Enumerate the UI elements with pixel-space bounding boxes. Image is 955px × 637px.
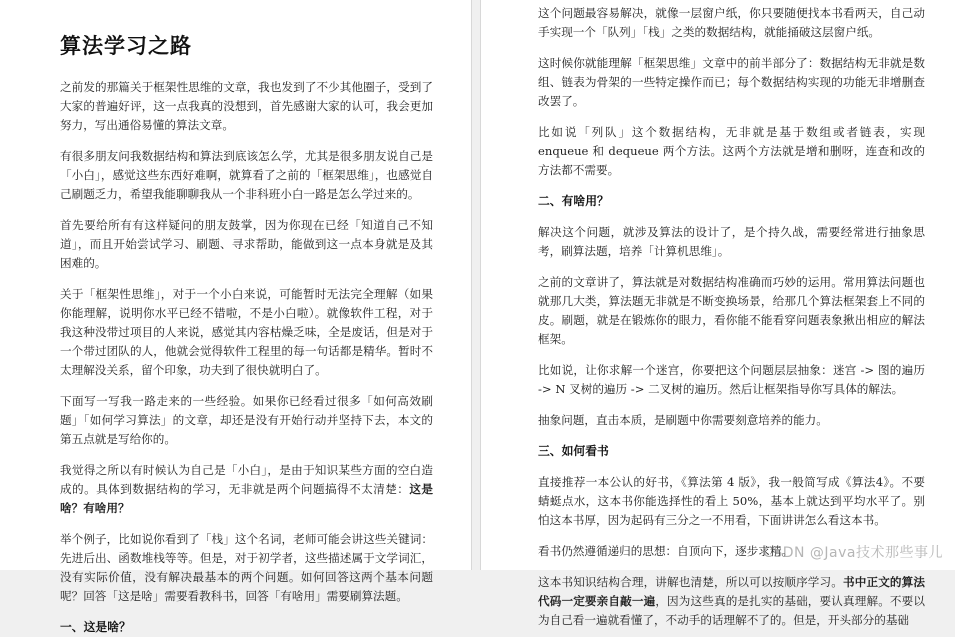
paragraph-3: 首先要给所有有这样疑问的朋友鼓掌，因为你现在已经「知道自己不知道」，而且开始尝试学习、刷题、寻求帮助，能做到这一点本身就是及其困难的。 — [60, 218, 433, 270]
page-title: 算法学习之路 — [60, 33, 192, 58]
paragraph-r3: 比如说「列队」这个数据结构，无非就是基于数组或者链表，实现 enqueue 和 dequeue 两个方法。这两个方法就是增和删呀，连查和改的方法都不需要。 — [538, 125, 925, 177]
paragraph-r9: 看书仍然遵循递归的思想：自顶向下，逐步求精。 — [538, 544, 794, 558]
paragraph-6-bold: 这是啥？有啥用？ — [60, 482, 433, 515]
paragraph-r5: 之前的文章讲了，算法就是对数据结构准确而巧妙的运用。常用算法问题也就那几大类，算法题无非就是不断变换场景，给那几个算法框架套上不同的皮。刷题，就是在锻炼你的眼力，看你能不能看穿问题表象揪出相应的解法框架。 — [538, 275, 925, 346]
paragraph-r10 — [538, 573, 925, 630]
paragraph-6-text: 我觉得之所以有时候认为自己是「小白」，是由于知识某些方面的空白造成的。具体到数据结构的学习，无非就是两个问题搞得不太清楚： — [60, 463, 433, 496]
paragraph-r7: 抽象问题，直击本质，是刷题中你需要刻意培养的能力。 — [538, 413, 828, 427]
paragraph-r10-tail: ，因为这些真的是扎实的基础，要认真理解。不要以为自己看一遍就看懂了，不动手的话理解不了的。但是，开头部分的基础 — [538, 594, 925, 627]
paragraph-r1: 这个问题最容易解决，就像一层窗户纸，你只要随便找本书看两天，自己动手实现一个「队列」「栈」之类的数据结构，就能捅破这层窗户纸。 — [538, 6, 925, 39]
paragraph-r4: 解决这个问题，就涉及算法的设计了，是个持久战，需要经常进行抽象思考，刷算法题，培养「计算机思维」。 — [538, 225, 925, 258]
paragraph-6 — [60, 461, 433, 518]
right-page — [480, 0, 955, 627]
csdn-watermark: CSDN @Java技术那些事儿 — [763, 545, 943, 561]
paragraph-4: 关于「框架性思维」，对于一个小白来说，可能暂时无法完全理解（如果你能理解，说明你水平已经不错啦，不是小白啦）。就像软件工程，对于我这种没带过项目的人来说，感觉其内容枯燥乏味，全是废话，但是对于一个带过团队的人，他就会觉得软件工程里的每一句话都是精华。暂时不太理解没关系，留个印象，功夫到了很快就明白了。 — [60, 287, 433, 377]
paragraph-r10-text: 这本书知识结构合理，讲解也清楚，所以可以按顺序学习。 — [538, 575, 843, 589]
paragraph-7: 举个例子，比如说你看到了「栈」这个名词，老师可能会讲这些关键词：先进后出、函数堆栈等等。但是，对于初学者，这些描述属于文学词汇，没有实际价值，没有解决最基本的两个问题。如何回答这两个基本问题呢？回答「这是啥」需要看教科书，回答「有啥用」需要刷算法题。 — [60, 532, 433, 603]
heading-what-is-it: 一、这是啥？ — [60, 620, 131, 634]
paragraph-r2: 这时候你就能理解「框架思维」文章中的前半部分了：数据结构无非就是数组、链表为骨架的一些特定操作而已；每个数据结构实现的功能无非增删查改罢了。 — [538, 56, 925, 108]
paragraph-1: 之前发的那篇关于框架性思维的文章，我也发到了不少其他圈子，受到了大家的普遍好评，这一点我真的没想到，首先感谢大家的认可，我会更加努力，写出通俗易懂的算法文章。 — [60, 80, 433, 132]
heading-what-use: 二、有啥用？ — [538, 194, 609, 208]
heading-how-to-read: 三、如何看书 — [538, 444, 609, 458]
paragraph-r8: 直接推荐一本公认的好书，《算法第 4 版》，我一般简写成《算法4》。不要蜻蜓点水，这本书你能选择性的看上 50%，基本上就达到平均水平了。别怕这本书厚，因为起码有三分之一不用看，下面讲讲怎么看这本书。 — [538, 475, 925, 527]
paragraph-2: 有很多朋友问我数据结构和算法到底该怎么学，尤其是很多朋友说自己是「小白」，感觉这些东西好难啊，就算看了之前的「框架思维」，也感觉自己刷题乏力，希望我能聊聊我从一个非科班小白一路是怎么学过来的。 — [60, 149, 433, 201]
paragraph-r10-bold: 书中正文的算法代码一定要亲自敲一遍 — [538, 575, 925, 608]
paragraph-r6: 比如说，让你求解一个迷宫，你要把这个问题层层抽象：迷宫 -> 图的遍历 -> N 叉树的遍历 -> 二叉树的遍历。然后让框架指导你写具体的解法。 — [538, 363, 925, 396]
paragraph-5: 下面写一写我一路走来的一些经验。如果你已经看过很多「如何高效刷题」「如何学习算法」的文章，却还是没有开始行动并坚持下去，本文的第五点就是写给你的。 — [60, 394, 433, 446]
left-page — [0, 0, 472, 634]
